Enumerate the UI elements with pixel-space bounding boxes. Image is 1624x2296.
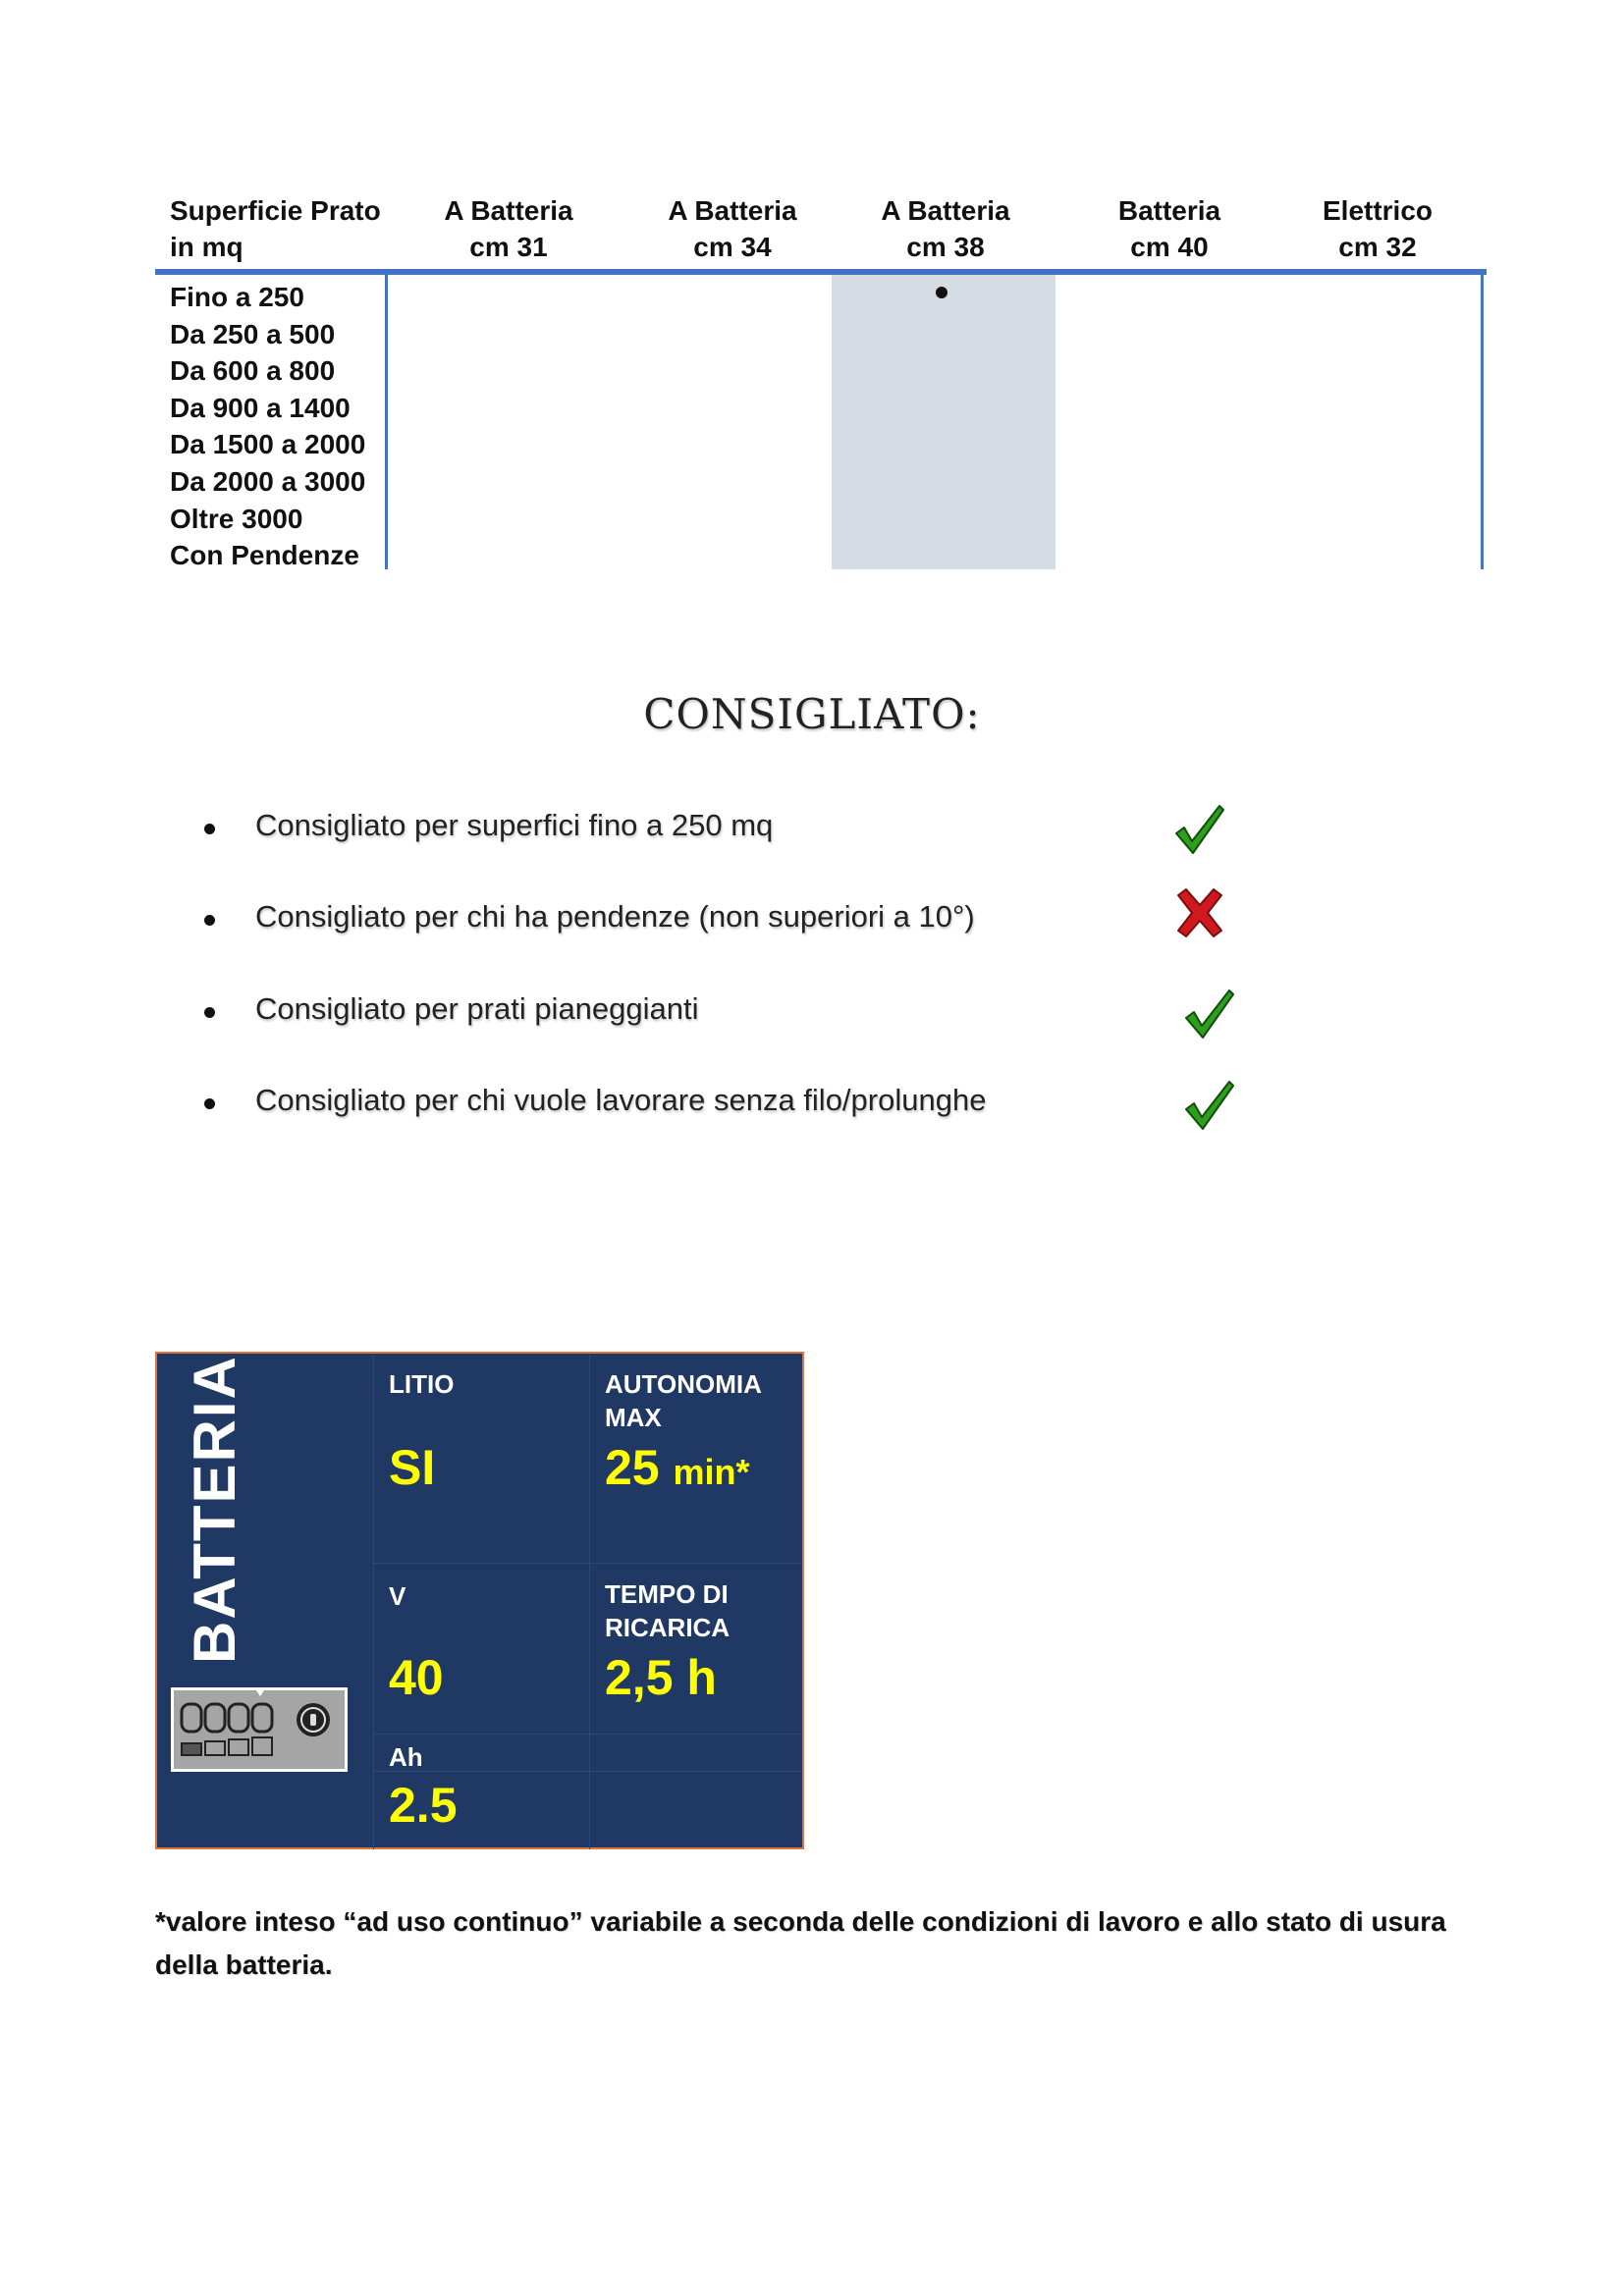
tempo-label-line: TEMPO DI — [605, 1579, 729, 1609]
row-label: Da 250 a 500 — [170, 318, 336, 349]
header-superficie — [170, 192, 396, 265]
header-line: A Batteria — [881, 195, 1010, 226]
bullet — [204, 1007, 215, 1018]
header-line: Elettrico — [1322, 195, 1434, 226]
list-item — [204, 1083, 1186, 1126]
row-label: Da 2000 a 3000 — [170, 465, 366, 497]
voltage-label: V — [389, 1581, 406, 1611]
comparison-table — [155, 192, 1487, 573]
grid-line — [374, 1771, 802, 1772]
grid-line — [374, 1563, 802, 1564]
autonomia-unit: min* — [673, 1452, 750, 1492]
litio-value: SI — [389, 1440, 436, 1495]
row-label: Da 1500 a 2000 — [170, 429, 366, 460]
row-label: Fino a 250 — [170, 282, 304, 312]
header-line: cm 40 — [1130, 232, 1209, 262]
tempo-label-line: RICARICA — [605, 1613, 731, 1642]
check-icon — [1170, 800, 1229, 859]
row-label: Da 600 a 800 — [170, 355, 336, 387]
tempo-ricarica-value: 2,5 h — [605, 1650, 717, 1705]
list-item-text: Consigliato per prati pianeggianti — [255, 991, 699, 1026]
litio-label: LITIO — [389, 1369, 455, 1399]
header-elettrico-32 — [1284, 192, 1471, 265]
battery-level-indicator-icon — [171, 1687, 348, 1772]
autonomia-label-line: AUTONOMIA — [605, 1369, 762, 1399]
row-label: Da 900 a 1400 — [170, 392, 351, 423]
column-divider — [385, 275, 388, 569]
voltage-value: 40 — [389, 1650, 444, 1705]
header-line: Batteria — [1117, 195, 1221, 226]
header-line: in mq — [170, 232, 244, 262]
list-item — [204, 808, 1186, 851]
header-divider — [155, 269, 1487, 275]
header-batteria-34 — [639, 192, 826, 265]
header-line: cm 31 — [469, 232, 548, 262]
highlighted-column — [832, 275, 1056, 569]
panel-title: BATTERIA — [182, 1355, 247, 1664]
header-line: cm 34 — [693, 232, 772, 262]
autonomia-label — [605, 1367, 762, 1434]
header-line: A Batteria — [444, 195, 573, 226]
autonomia-value — [605, 1438, 750, 1502]
list-item-text: Consigliato per chi vuole lavorare senza filo/prolunghe — [255, 1083, 987, 1117]
grid-line — [374, 1734, 802, 1735]
autonomia-label-line: MAX — [605, 1403, 662, 1432]
ah-value: 2.5 — [389, 1778, 458, 1833]
grid-line — [589, 1354, 590, 1849]
row-label: Con Pendenze — [170, 540, 359, 571]
grid-line — [373, 1354, 374, 1849]
bullet — [204, 1098, 215, 1109]
tempo-ricarica-label — [605, 1577, 730, 1644]
header-line: cm 32 — [1338, 232, 1417, 262]
row-labels — [170, 279, 365, 574]
header-batteria-38 — [852, 192, 1039, 265]
header-line: Superficie Prato — [170, 195, 381, 226]
row-label: Oltre 3000 — [170, 503, 303, 534]
check-icon — [1180, 985, 1239, 1043]
list-item-text: Consigliato per chi ha pendenze (non superiori a 10°) — [255, 899, 975, 934]
section-title: CONSIGLIATO: — [643, 690, 981, 738]
ah-label: Ah — [389, 1742, 423, 1772]
header-batteria-40 — [1076, 192, 1263, 265]
autonomia-number: 25 — [605, 1440, 660, 1495]
bullet — [204, 915, 215, 926]
bullet — [204, 824, 215, 834]
battery-indicator-graphic — [174, 1690, 345, 1769]
footnote: *valore inteso “ad uso continuo” variabile a seconda delle condizioni di lavoro e allo stato di usura della batteria. — [155, 1906, 1446, 1980]
table-header-row — [155, 192, 1487, 271]
header-line: cm 38 — [906, 232, 985, 262]
list-item — [204, 991, 1186, 1035]
header-batteria-31 — [415, 192, 602, 265]
check-icon — [1180, 1076, 1239, 1135]
header-line: A Batteria — [668, 195, 797, 226]
battery-spec-panel — [155, 1352, 804, 1849]
list-item — [204, 899, 1186, 942]
cross-icon — [1170, 883, 1229, 942]
column-divider — [1481, 275, 1484, 569]
selection-marker — [936, 287, 947, 298]
list-item-text: Consigliato per superfici fino a 250 mq — [255, 808, 774, 842]
